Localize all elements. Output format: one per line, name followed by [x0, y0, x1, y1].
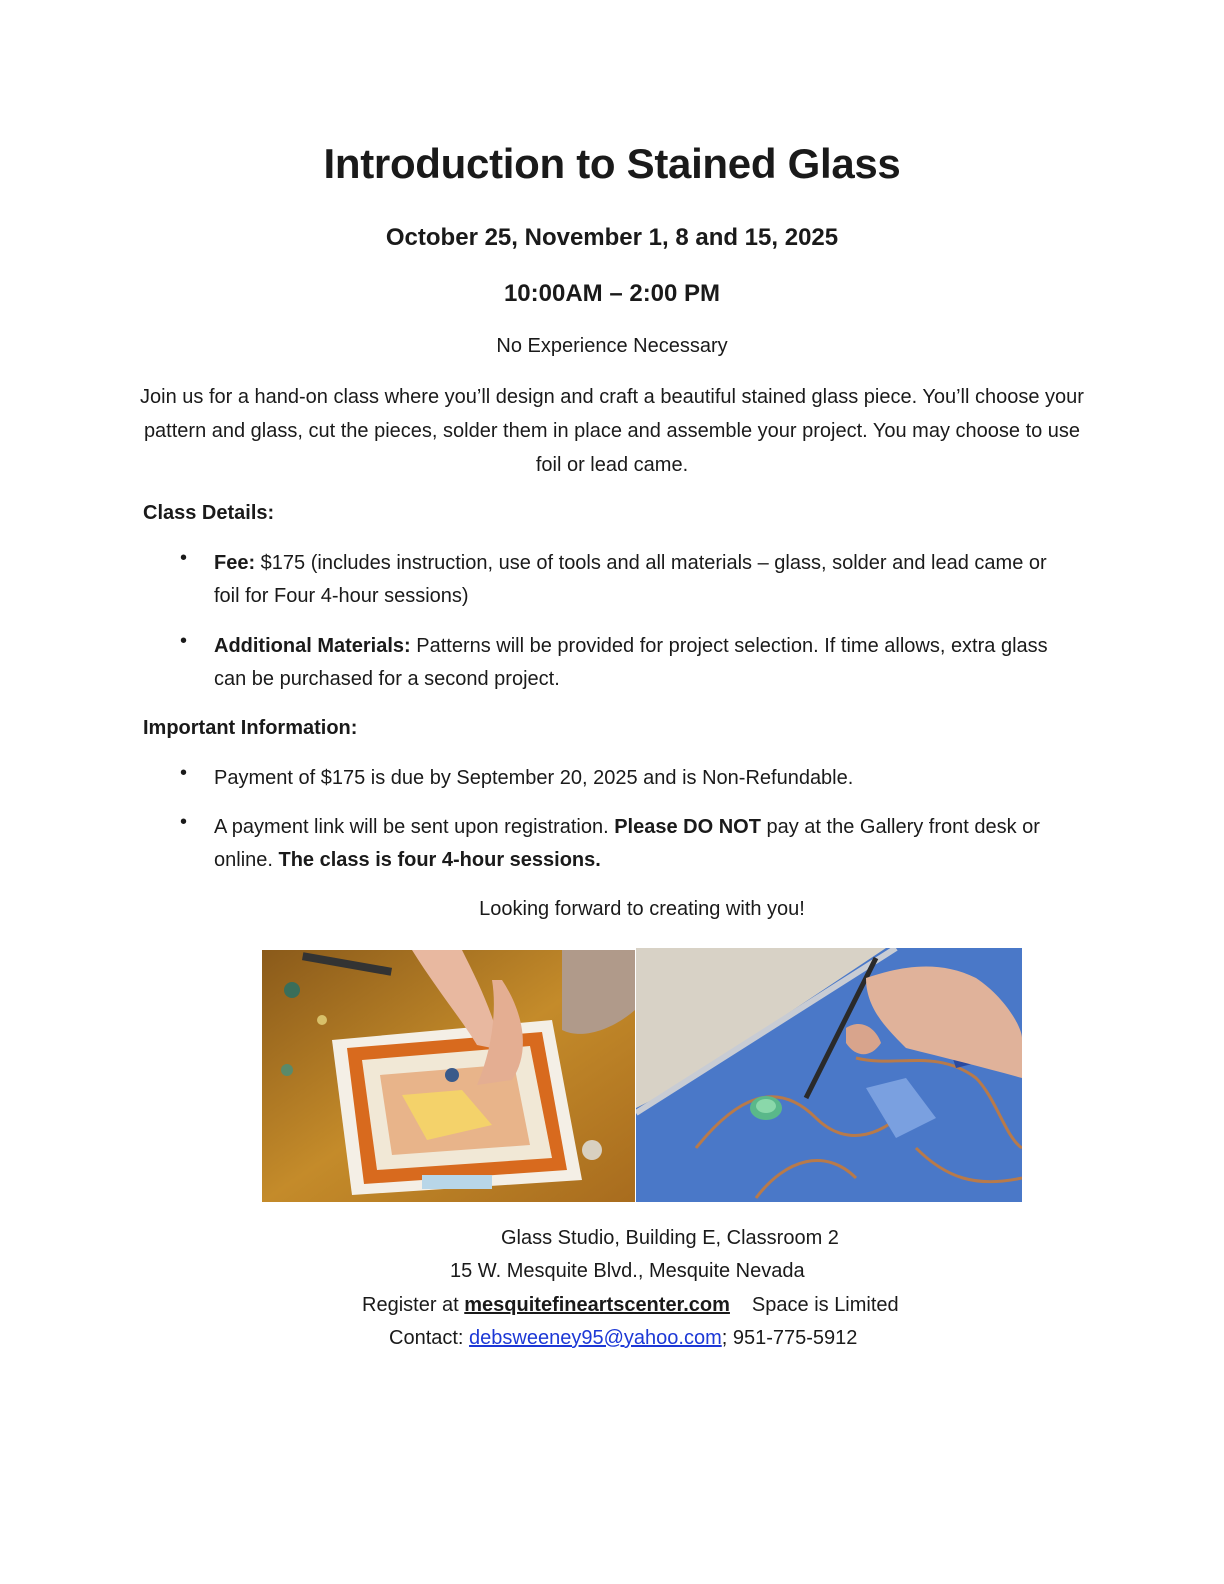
class-details-heading: Class Details: [143, 502, 275, 524]
bullet-icon: • [180, 547, 188, 569]
payment-link-text: A payment link will be sent upon registration. [214, 816, 615, 838]
register-label: Register at [362, 1294, 465, 1316]
experience-note: No Experience Necessary [496, 335, 728, 357]
materials-label: Additional Materials: [214, 635, 411, 657]
register-link[interactable]: mesquitefineartscenter.com [464, 1294, 730, 1316]
phone-number: ; 951-775-5912 [721, 1327, 858, 1349]
bullet-icon: • [180, 630, 188, 652]
location-line: Glass Studio, Building E, Classroom 2 [501, 1227, 839, 1249]
register-line [362, 1294, 899, 1317]
payment-link-item [214, 811, 1074, 877]
materials-item [214, 630, 1074, 696]
space-note: Space is Limited [751, 1294, 899, 1316]
class-times: 10:00AM – 2:00 PM [503, 280, 721, 307]
closing-line: Looking forward to creating with you! [479, 898, 805, 920]
important-heading: Important Information: [143, 717, 358, 739]
do-not-warning: Please DO NOT [614, 816, 761, 838]
page-title: Introduction to Stained Glass [323, 140, 901, 187]
materials-text: Patterns will be provided for project selection. If time allows, extra glass can be purchased for a second project. [214, 635, 1048, 690]
address-line: 15 W. Mesquite Blvd., Mesquite Nevada [450, 1260, 805, 1282]
fee-label: Fee: [214, 552, 256, 574]
sessions-note: The class is four 4-hour sessions. [278, 849, 601, 871]
photo-glass-soldering [636, 948, 1022, 1202]
class-dates: October 25, November 1, 8 and 15, 2025 [385, 224, 839, 251]
payment-item: Payment of $175 is due by September 20, 2025 and is Non-Refundable. [214, 767, 854, 789]
email-link[interactable]: debsweeney95@yahoo.com [469, 1327, 722, 1349]
contact-line [389, 1327, 857, 1350]
bullet-icon: • [180, 762, 188, 784]
intro-paragraph: Join us for a hand-on class where you’ll design and craft a beautiful stained glass piece. You’ll choose your pattern and glass, cut the pieces, solder them in place and assemble your project. You may choose to use foil or lead came. [140, 386, 1084, 476]
fee-item [214, 547, 1074, 613]
payment-link-text-2: pay at the Gallery front desk or online. [214, 816, 1040, 871]
contact-label: Contact: [389, 1327, 470, 1349]
photo-glass-assembly [262, 950, 635, 1202]
bullet-icon: • [180, 811, 188, 833]
fee-text: $175 (includes instruction, use of tools and all materials – glass, solder and lead came or foil for Four 4-hour sessions) [214, 552, 1047, 607]
